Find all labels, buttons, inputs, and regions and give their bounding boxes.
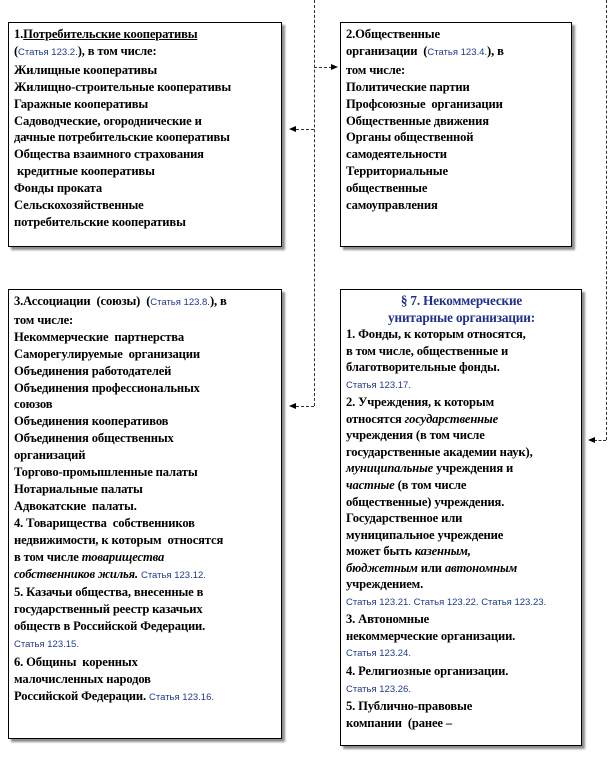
box4-l14i2: автономным bbox=[444, 560, 518, 575]
box2-item: Общественные движения bbox=[346, 113, 489, 128]
box4-line bbox=[346, 477, 577, 494]
box2-item: Профсоюзные организации bbox=[346, 96, 503, 111]
box3-item: организаций bbox=[14, 448, 86, 463]
box1-item: Садоводческие, огороднические и bbox=[14, 113, 202, 128]
box4-line: учреждением. bbox=[346, 577, 424, 592]
box3-item6-line2: малочисленных народов bbox=[14, 671, 151, 686]
box3-title-line2: том числе: bbox=[14, 312, 74, 327]
box4-l5a: относятся bbox=[346, 411, 405, 426]
box2-title-a: организации ( bbox=[346, 43, 428, 58]
connector-to-box4 bbox=[594, 440, 606, 441]
box3-item4-ital2: собственников жилья. bbox=[14, 566, 138, 581]
box4-ref2-text: Статья 123.21. Статья 123.22. Статья 123.23. bbox=[346, 596, 547, 608]
box1-item: Фонды проката bbox=[14, 181, 103, 196]
box3-item4-text: в том числе bbox=[14, 549, 82, 564]
box2-article-ref: Статья 123.4. bbox=[427, 46, 488, 58]
connector-center-vertical bbox=[314, 0, 315, 406]
box1-title-num: 1. bbox=[14, 27, 24, 41]
arrow-to-box3 bbox=[289, 403, 296, 409]
box4-line: 3. Автономные bbox=[346, 612, 430, 627]
box3-title-a: 3.Ассоциации (союзы) ( bbox=[14, 294, 151, 308]
box4-ref4 bbox=[346, 680, 577, 699]
box4-heading-line2: унитарные организации: bbox=[388, 309, 535, 325]
box1-title-line2 bbox=[14, 43, 277, 62]
box2-title-line2 bbox=[346, 43, 567, 62]
box1-item: Жилищно-строительные кооперативы bbox=[14, 79, 232, 94]
box3-item: Некоммерческие партнерства bbox=[14, 329, 185, 344]
box4-line: компании (ранее – bbox=[346, 715, 453, 730]
box3-article-ref: Статья 123.8. bbox=[150, 297, 210, 308]
box4-line: 1. Фонды, к которым относятся, bbox=[346, 327, 526, 342]
box4-l9i: частные bbox=[346, 478, 395, 493]
box4-ref4-text: Статья 123.26. bbox=[346, 683, 411, 695]
box2-item: Политические партии bbox=[346, 79, 470, 94]
box3-item: Нотариальные палаты bbox=[14, 481, 143, 496]
box4-ref3 bbox=[346, 644, 577, 663]
box-public-organizations bbox=[340, 22, 572, 247]
box3-item6-text: Российской Федерации. bbox=[14, 688, 147, 703]
box1-item: кредитные кооперативы bbox=[14, 164, 155, 179]
box3-item: союзов bbox=[14, 397, 53, 412]
box1-item: дачные потребительские кооперативы bbox=[14, 130, 230, 145]
box4-line: 2. Учреждения, к которым bbox=[346, 395, 495, 410]
box1-item: Гаражные кооперативы bbox=[14, 96, 149, 111]
box4-line: 4. Религиозные организации. bbox=[346, 664, 509, 679]
box3-item5-ref bbox=[14, 635, 277, 654]
box3-item: Объединения общественных bbox=[14, 431, 174, 446]
box4-line: учреждения (в том числе bbox=[346, 428, 485, 443]
box1-paren: ( bbox=[14, 43, 19, 58]
box3-item5-line3: обществ в Российской Федерации. bbox=[14, 619, 206, 634]
box3-item4-ital1: товарищества bbox=[81, 549, 165, 564]
box3-title-b: ), в bbox=[209, 294, 227, 308]
box3-item4-line2: недвижимости, к которым относятся bbox=[14, 532, 224, 547]
connector-to-box2 bbox=[314, 67, 332, 68]
box4-ref1 bbox=[346, 376, 577, 395]
box4-line: в том числе, общественные и bbox=[346, 343, 509, 358]
box2-title-line3: том числе: bbox=[346, 62, 406, 77]
box3-title bbox=[14, 293, 277, 312]
box3-item: Объединения профессиональных bbox=[14, 380, 200, 395]
box2-item: общественные bbox=[346, 181, 428, 196]
box1-title bbox=[14, 26, 277, 43]
box2-title: 2.Общественные bbox=[346, 27, 440, 41]
box2-item: Территориальные bbox=[346, 164, 448, 179]
box2-item: самодеятельности bbox=[346, 147, 447, 162]
box3-item4-title: 4. Товарищества собственников bbox=[14, 515, 195, 530]
box3-item: Торгово-промышленные палаты bbox=[14, 465, 198, 480]
box3-item: Объединения работодателей bbox=[14, 363, 172, 378]
box4-line: благотворительные фонды. bbox=[346, 360, 500, 375]
box-consumer-cooperatives bbox=[8, 22, 282, 247]
box4-line: 5. Публично-правовые bbox=[346, 699, 473, 714]
box4-ref2 bbox=[346, 593, 577, 612]
box3-item4-ref: Статья 123.12. bbox=[140, 569, 206, 581]
box4-l8i: муниципальные bbox=[346, 461, 434, 476]
box3-item6-line3 bbox=[14, 688, 277, 707]
box4-line: общественные) учреждения. bbox=[346, 494, 505, 509]
box3-item: Саморегулируемые организации bbox=[14, 346, 200, 361]
box4-line bbox=[346, 543, 577, 560]
box1-title-text: Потребительские кооперативы bbox=[23, 27, 198, 41]
box4-l14i: бюджетным bbox=[346, 560, 418, 575]
box2-title-b: ), в bbox=[487, 43, 504, 58]
box-unitary-organizations bbox=[340, 289, 582, 746]
box1-item: Жилищные кооперативы bbox=[14, 62, 158, 77]
box2-item: самоуправления bbox=[346, 198, 438, 213]
box4-ref3-text: Статья 123.24. bbox=[346, 648, 411, 660]
box4-ref1-text: Статья 123.17. bbox=[346, 379, 411, 391]
box3-item: Объединения кооперативов bbox=[14, 414, 169, 429]
box3-item6-title: 6. Общины коренных bbox=[14, 655, 138, 670]
box4-line: муниципальное учреждение bbox=[346, 527, 504, 542]
box1-item: Сельскохозяйственные bbox=[14, 198, 144, 213]
box4-line: государственные академии наук), bbox=[346, 444, 533, 459]
connector-right-vertical bbox=[606, 0, 607, 440]
box1-article-ref: Статья 123.2. bbox=[18, 46, 78, 58]
box3-item4-line3 bbox=[14, 549, 277, 566]
connector-to-box3 bbox=[296, 406, 314, 407]
box4-l5i: государственные bbox=[404, 411, 499, 426]
box3-item5-line2: государственный реестр казачьих bbox=[14, 602, 203, 617]
box3-item5-title: 5. Казачьи общества, внесенные в bbox=[14, 585, 204, 600]
box4-line: некоммерческие организации. bbox=[346, 628, 516, 643]
box4-line bbox=[346, 411, 577, 428]
box4-line: Государственное или bbox=[346, 511, 463, 526]
box4-heading: § 7. Некоммерческие bbox=[400, 293, 523, 308]
box3-item: Адвокатские палаты. bbox=[14, 498, 137, 513]
arrow-to-box4 bbox=[588, 437, 595, 443]
box1-item: потребительские кооперативы bbox=[14, 214, 186, 229]
box4-l13a: может быть bbox=[346, 544, 415, 559]
box4-l13i: казенным, bbox=[414, 544, 471, 559]
box-associations bbox=[8, 289, 282, 739]
arrow-to-box1 bbox=[289, 126, 296, 132]
box4-l8b: учреждения и bbox=[433, 461, 514, 476]
connector-to-box1 bbox=[296, 129, 314, 130]
box4-line bbox=[346, 460, 577, 477]
box1-title-tail: ), в том числе: bbox=[77, 43, 157, 58]
arrow-to-box2 bbox=[331, 64, 338, 70]
box2-item: Органы общественной bbox=[346, 130, 474, 145]
box4-line bbox=[346, 560, 577, 577]
box4-l9b: (в том числе bbox=[394, 478, 467, 493]
box3-item6-ref: Статья 123.16. bbox=[149, 691, 214, 703]
box1-item: Общества взаимного страхования bbox=[14, 147, 204, 162]
box3-item4-line4 bbox=[14, 566, 277, 585]
box3-item5-ref-text: Статья 123.15. bbox=[14, 639, 79, 651]
box4-l14b: или bbox=[417, 560, 445, 575]
